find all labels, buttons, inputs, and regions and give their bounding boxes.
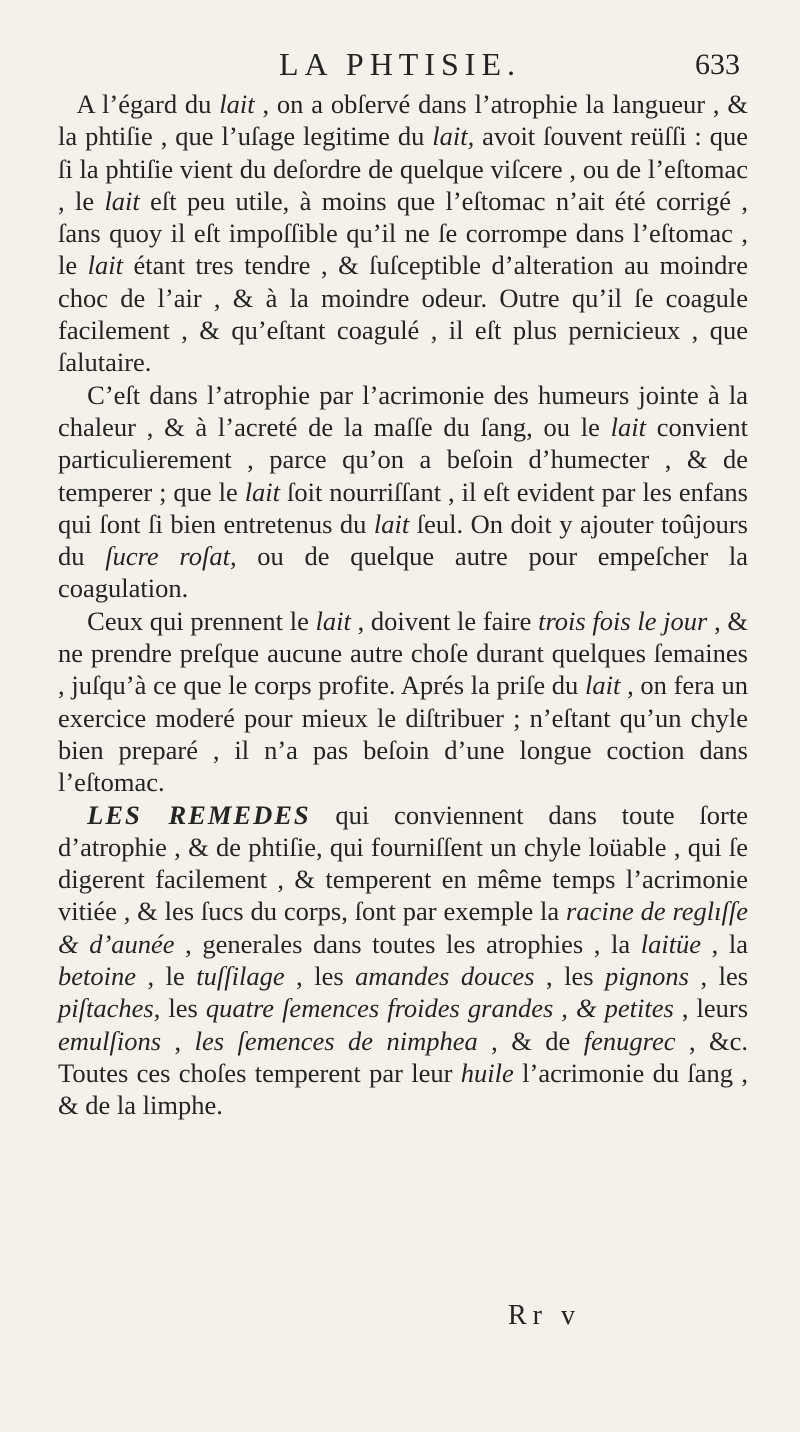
paragraph: [58, 799, 748, 1122]
italic-term: pignons: [605, 961, 689, 992]
italic-term: lait: [104, 185, 140, 216]
text-run: eſt peu utile, à moins que l’eſtomac n’ait été corrigé , ſans quoy il eſt impoſſible qu’il ne ſe corrompe dans l’eſtomac , le: [58, 185, 748, 281]
text-run: , la: [701, 928, 749, 959]
italic-term: amandes douces: [355, 961, 535, 992]
running-head: [60, 46, 740, 86]
text-run: l’acrimonie du ſang , & de la limphe.: [58, 1057, 749, 1121]
italic-term: piſtaches,: [58, 993, 161, 1024]
paragraph: [58, 379, 748, 605]
text-run: A l’égard du: [76, 89, 220, 119]
section-lead: LES REMEDES: [87, 799, 311, 830]
text-run: , le: [136, 961, 197, 992]
italic-term: lait: [315, 605, 351, 636]
text-run: , &c. Toutes ces choſes temperent par leur: [58, 1025, 749, 1088]
italic-term: lait: [219, 89, 255, 119]
italic-term: fenugrec: [583, 1025, 676, 1056]
text-run: avoit ſouvent reüſſi : que ſi la phtiſie vient du deſordre de quelque viſcere , ou de l’eſtomac , le: [58, 121, 748, 216]
italic-term: racine de reglıſſe & d’aunée: [58, 896, 748, 959]
page-number: 633: [695, 48, 740, 81]
text-run: , & ne prendre preſque aucune autre choſe durant quelques ſemaines , juſqu’à ce que le corps profite. Aprés la priſe du: [58, 605, 748, 701]
italic-term: laitüe: [640, 928, 702, 959]
italic-term: les ſemences de nimphea: [194, 1025, 478, 1056]
text-run: , & de: [477, 1025, 584, 1056]
text-run: ou de quelque autre pour empeſcher la coagulation.: [58, 541, 748, 604]
italic-term: lait,: [432, 121, 475, 152]
text-run: qui conviennent dans toute ſorte d’atrophie , & de phtiſie, qui fourniſſent un chyle loüable , qui ſe digerent facilement , & temperent en même temps l’acrimonie vitiée , & les ſucs du corps, ſont par exemple la: [58, 799, 748, 927]
italic-term: tuſſilage: [196, 961, 285, 992]
paragraph: [58, 88, 748, 379]
text-run: , les: [688, 961, 749, 992]
text-run: Ceux qui prennent le: [87, 605, 316, 636]
text-run: , on fera un exercice moderé pour mieux le diſtribuer ; n’eſtant qu’un chyle bien preparé , il n’a pas beſoin d’une longue coction dans l’eſtomac.: [58, 670, 748, 798]
text-run: C’eſt dans l’atrophie par l’acrimonie des humeurs jointe à la chaleur , & à l’acreté de la maſſe du ſang, ou le: [58, 379, 748, 442]
text-run: , leurs: [673, 993, 749, 1024]
text-run: , doivent le faire: [350, 605, 539, 636]
body-text: [58, 88, 748, 1122]
italic-term: lait: [610, 411, 646, 442]
text-run: , on a obſervé dans l’atrophie la langueur , & la phtiſie , que l’uſage legitime du: [58, 89, 748, 152]
italic-term: betoine: [58, 961, 136, 992]
text-run: , generales dans toutes les atrophies , la: [174, 928, 641, 959]
running-title: LA PHTISIE.: [279, 46, 521, 82]
italic-term: trois fois le jour: [538, 605, 708, 636]
italic-term: lait: [87, 250, 123, 281]
italic-term: quatre ſemences froides grandes , & petites: [205, 993, 674, 1024]
italic-term: lait: [244, 476, 281, 507]
italic-term: huile: [460, 1057, 514, 1088]
text-run: ,: [161, 1025, 195, 1056]
italic-term: ſucre roſat,: [105, 541, 237, 572]
signature-mark: Rr v: [508, 1300, 581, 1331]
text-run: ſoit nourriſſant , il eſt evident par les enfans qui ſont ſi bien entretenus du: [58, 476, 748, 539]
italic-term: lait: [585, 670, 621, 701]
text-run: , les: [284, 961, 356, 992]
text-run: ſeul. On doit y ajouter toûjours du: [58, 508, 748, 572]
paragraph: [58, 605, 748, 799]
text-run: convient particulierement , parce qu’on a beſoin d’humecter , & de temperer ; que le: [58, 411, 748, 507]
text-run: étant tres tendre , & ſuſceptible d’alteration au moindre choc de l’air , & à la moindre odeur. Outre qu’il ſe coagule facilement , & qu’eſtant coagulé , il eſt plus pernicieux , que ſalutaire.: [58, 250, 748, 378]
italic-term: lait: [373, 508, 410, 539]
italic-term: emulſions: [58, 1025, 162, 1056]
text-run: , les: [534, 961, 606, 992]
text-run: les: [160, 993, 206, 1024]
